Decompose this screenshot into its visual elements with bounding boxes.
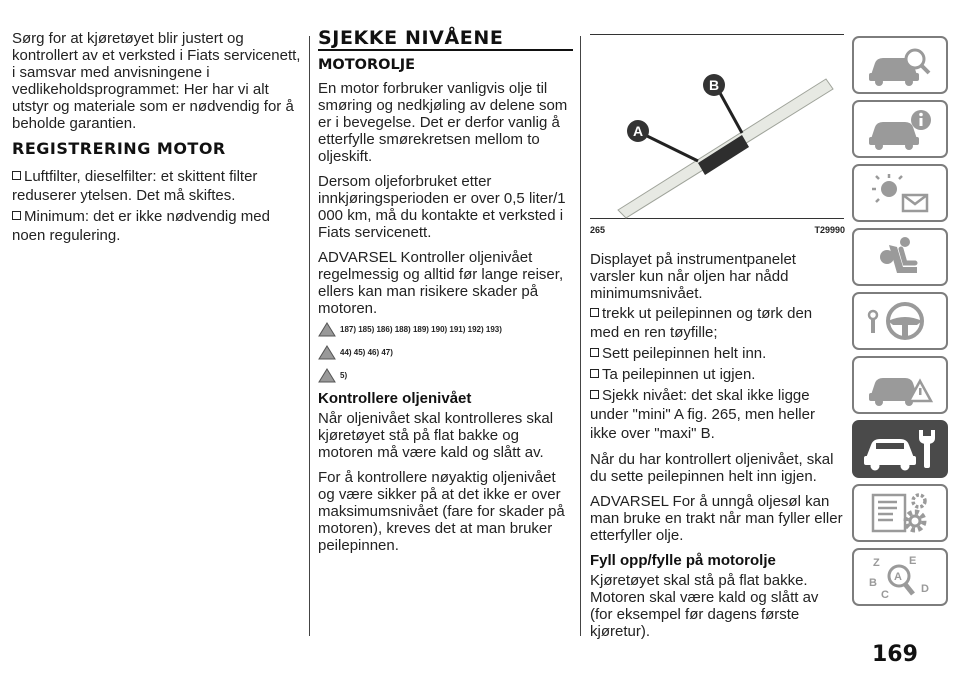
car-wrench-icon bbox=[862, 426, 938, 472]
step-item: Ta peilepinnen ut igjen. bbox=[590, 365, 845, 384]
checkbox-bullet-icon bbox=[590, 308, 599, 317]
fill-oil-heading: Fyll opp/fylle på motorolje bbox=[590, 552, 776, 569]
section-title: SJEKKE NIVÅENE bbox=[318, 30, 573, 51]
paragraph: Når du har kontrollert oljenivået, skal du sette peilepinnen helt inn igjen. bbox=[590, 451, 834, 485]
warning-paragraph: ADVARSEL Kontroller oljenivået regelmessig og alltid før lange reiser, ellers kan man risikere skader på motoren. bbox=[318, 249, 564, 317]
paragraph: Kjøretøyet skal stå på flat bakke. Motoren skal være kald og slått av (for eksempel før dagens første kjøretur). bbox=[590, 572, 819, 640]
dipstick-illustration bbox=[590, 35, 844, 220]
subsection-title: MOTOROLJE bbox=[318, 57, 416, 73]
checkbox-bullet-icon bbox=[590, 369, 599, 378]
tab-car-warning[interactable] bbox=[852, 356, 948, 414]
paragraph: En motor forbruker vanligvis olje til smøring og nedkjøling av delene som er i bevegelse. Det er derfor vanlig å etterfylle smørekretsen mellom to oljeskift. bbox=[318, 80, 568, 165]
intro-paragraph: Sørg for at kjøretøyet blir justert og kontrollert av et verksted i Fiats servicenett, i samsvar med anvisningene i vedlikeholdsprogrammet: Her har vi alt utstyr og materiale som er nødvendig for å beholde garantien. bbox=[12, 30, 301, 132]
check-oil-heading: Kontrollere oljenivået bbox=[318, 390, 472, 407]
warning-lights-icon bbox=[865, 171, 935, 215]
checkbox-bullet-icon bbox=[12, 211, 21, 220]
right-column bbox=[590, 30, 845, 648]
column-divider bbox=[580, 36, 581, 636]
tab-warning-lights[interactable] bbox=[852, 164, 948, 222]
checkbox-bullet-icon bbox=[590, 348, 599, 357]
checkbox-bullet-icon bbox=[12, 171, 21, 180]
left-column bbox=[12, 30, 302, 247]
tab-index-search[interactable] bbox=[852, 548, 948, 606]
figure-code: T29990 bbox=[814, 225, 845, 235]
step-item: Sett peilepinnen helt inn. bbox=[590, 344, 845, 363]
bullet-item: Minimum: det er ikke nødvendig med noen regulering. bbox=[12, 208, 270, 244]
specs-gear-icon bbox=[865, 491, 935, 535]
step-item: Sjekk nivået: det skal ikke ligge under "mini" A fig. 265, men heller ikke over "maxi" B. bbox=[590, 387, 815, 442]
dipstick-figure bbox=[590, 34, 844, 219]
tab-steering-wheel[interactable] bbox=[852, 292, 948, 350]
warning-triangle-icon bbox=[318, 345, 336, 360]
car-search-icon bbox=[865, 43, 935, 87]
tab-car-info[interactable] bbox=[852, 100, 948, 158]
warning-triangle-icon bbox=[318, 368, 336, 383]
warning-triangle-icon bbox=[318, 322, 336, 337]
tab-specs-gear[interactable] bbox=[852, 484, 948, 542]
figure-label-b: B bbox=[708, 77, 720, 93]
page-number: 169 bbox=[872, 642, 918, 667]
car-warning-icon bbox=[865, 363, 935, 407]
warning-reference-row: 44) 45) 46) 47) bbox=[318, 344, 573, 361]
bullet-item: Luftfilter, dieselfilter: et skittent filter reduserer ytelsen. Det må skiftes. bbox=[12, 168, 258, 204]
svg-text:B: B bbox=[869, 577, 877, 589]
figure-number: 265 bbox=[590, 225, 606, 235]
car-info-icon bbox=[865, 107, 935, 151]
chapter-tabs bbox=[852, 36, 948, 612]
steering-wheel-icon bbox=[865, 299, 935, 343]
index-search-icon bbox=[865, 554, 935, 600]
tab-car-search[interactable] bbox=[852, 36, 948, 94]
paragraph: Dersom oljeforbruket etter innkjøringsperioden er over 0,5 liter/1 000 km, må du kontakte et verksted i Fiats servicenett. bbox=[318, 173, 566, 241]
column-divider bbox=[309, 36, 310, 636]
tab-seat-airbag[interactable] bbox=[852, 228, 948, 286]
paragraph: For å kontrollere nøyaktig oljenivået og være sikker på at det ikke er over maksimumsnivået (fare for skader på motoren), kreves det at man bruker peilepinnen. bbox=[318, 469, 565, 554]
seat-airbag-icon bbox=[865, 235, 935, 279]
warning-reference-row: 187) 185) 186) 188) 189) 190) 191) 192) 193) bbox=[318, 321, 573, 338]
engine-registration-title: REGISTRERING MOTOR bbox=[12, 139, 226, 158]
checkbox-bullet-icon bbox=[590, 390, 599, 399]
paragraph: Displayet på instrumentpanelet varsler kun når oljen har nådd minimumsnivået. bbox=[590, 251, 796, 302]
figure-caption bbox=[590, 222, 845, 239]
svg-text:A: A bbox=[894, 571, 902, 583]
middle-column bbox=[318, 27, 573, 562]
step-item: trekk ut peilepinnen og tørk den med en ren tøyfille; bbox=[590, 305, 813, 341]
paragraph: Når oljenivået skal kontrolleres skal kjøretøyet stå på flat bakke og motoren må være kald og slått av. bbox=[318, 410, 554, 461]
svg-text:D: D bbox=[921, 583, 929, 595]
tab-car-wrench[interactable] bbox=[852, 420, 948, 478]
warning-paragraph: ADVARSEL For å unngå oljesøl kan man bruke en trakt når man fyller eller etterfyller olje. bbox=[590, 493, 843, 544]
svg-text:C: C bbox=[881, 589, 889, 600]
svg-text:E: E bbox=[909, 555, 917, 567]
svg-text:Z: Z bbox=[873, 557, 880, 569]
figure-label-a: A bbox=[632, 123, 644, 139]
warning-reference-row: 5) bbox=[318, 367, 573, 384]
